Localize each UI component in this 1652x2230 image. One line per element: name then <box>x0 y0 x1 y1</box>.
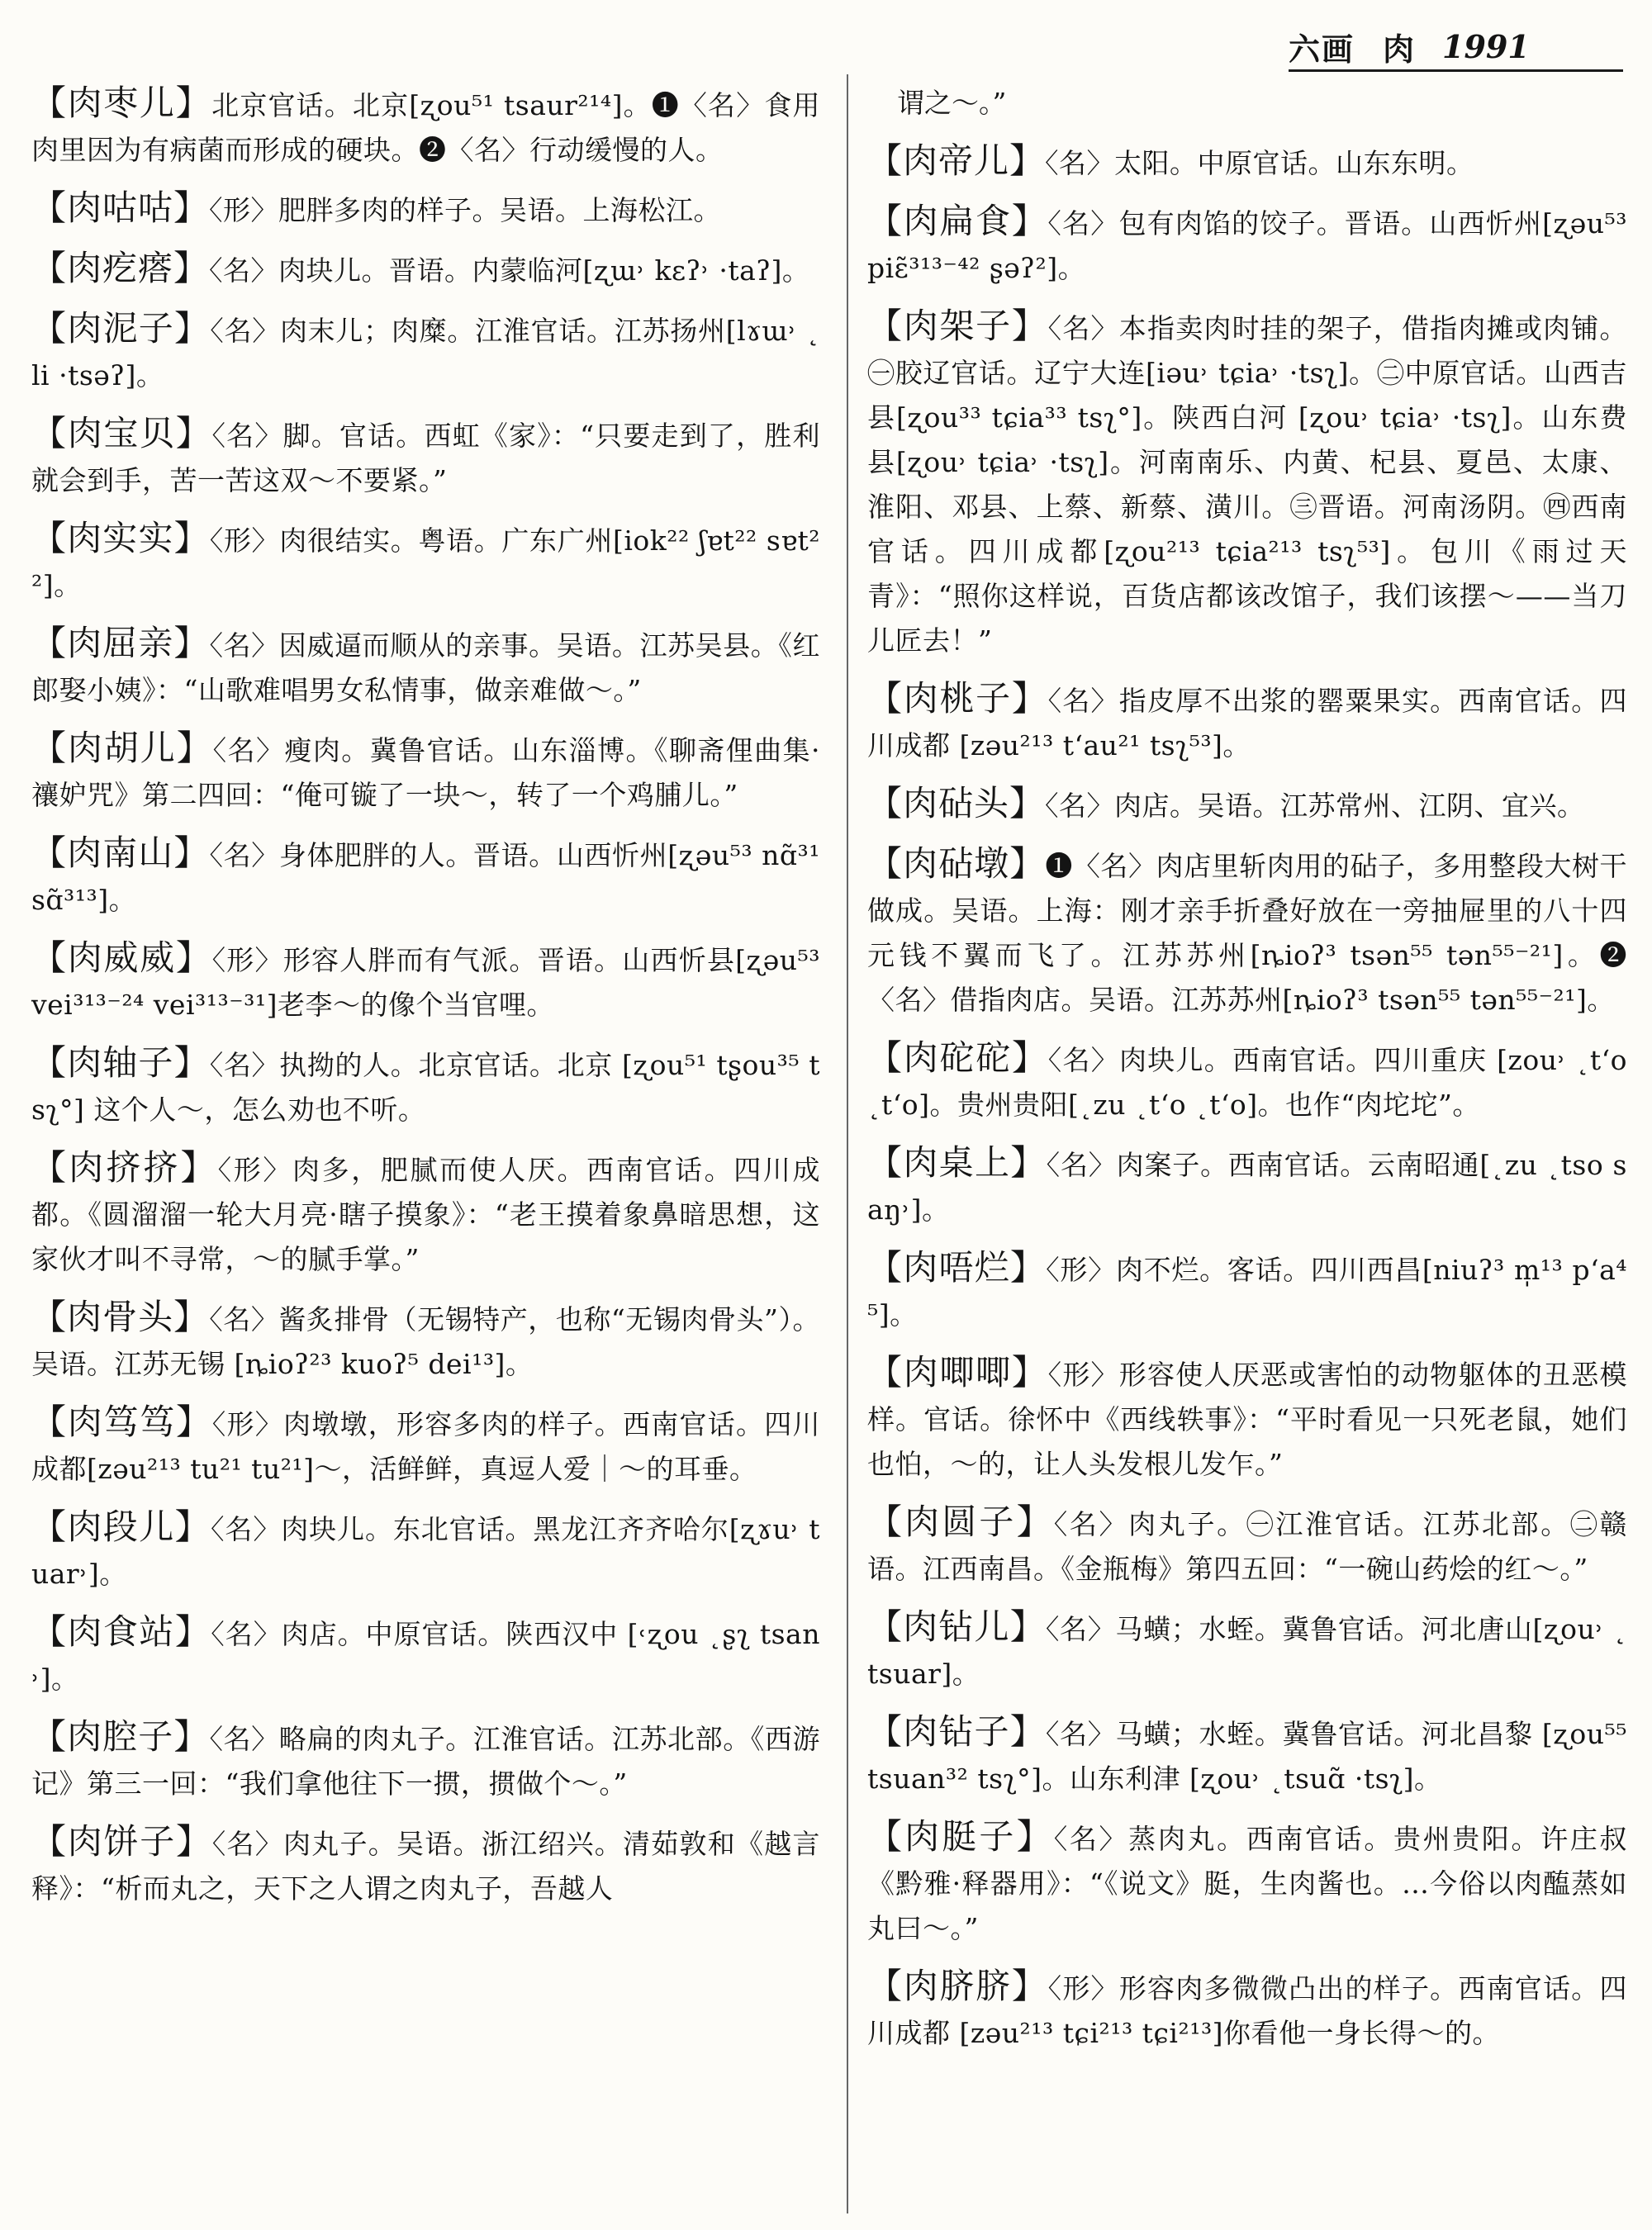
entry-headword: 【肉砧墩】 <box>867 843 1046 884</box>
entry-definition: 〈名〉肉丸子。吴语。浙江绍兴。清茹敦和《越言释》：“析而丸之，天下之人谓之肉丸子，吾越人 <box>31 1828 820 1905</box>
entry-definition: 〈名〉马蟥；水蛭。冀鲁官话。河北唐山[ʐou˒ ˛tsuar]。 <box>867 1613 1627 1690</box>
dictionary-entry <box>867 199 1627 291</box>
dictionary-entry <box>867 1141 1627 1232</box>
column-divider <box>847 74 848 2213</box>
entry-headword: 【肉轴子】 <box>31 1042 210 1083</box>
continued-text: 谓之～。” <box>897 87 1007 119</box>
entry-definition: 〈形〉肉不烂。客话。四川西昌[niuʔ³ m̩¹³ pʻa⁴⁵]。 <box>867 1254 1627 1331</box>
dictionary-entry <box>31 1715 820 1806</box>
dictionary-entry <box>867 1500 1627 1592</box>
entry-headword: 【肉饼子】 <box>31 1821 212 1862</box>
entry-headword: 【肉南山】 <box>31 833 210 873</box>
dictionary-entry <box>867 1815 1627 1951</box>
dictionary-entry <box>867 842 1627 1022</box>
entry-headword: 【肉威威】 <box>31 937 212 978</box>
entry-headword: 【肉圆子】 <box>867 1502 1054 1542</box>
entry-definition: ❶〈名〉肉店里斩肉用的砧子，多用整段大树干做成。吴语。上海：刚才亲手折叠好放在一旁抽屉里的八十四元钱不翼而飞了。江苏苏州[ȵioʔ³ tsən⁵⁵ tən⁵⁵⁻²¹]。❷〈名〉借指肉店。吴语。江苏苏州[ȵioʔ³ tsən⁵⁵ tən⁵⁵⁻²¹]。 <box>867 850 1627 1016</box>
entry-definition: 〈形〉肉很结实。粤语。广东广州[iok²² ʃɐt²² sɐt²²]。 <box>31 524 820 601</box>
entry-headword: 【肉笃笃】 <box>31 1402 212 1442</box>
entry-definition: 〈名〉蒸肉丸。西南官话。贵州贵阳。许庄叔《黔雅·释器用》：“《说文》脡，生肉酱也。…今俗以肉醢蒸如丸曰～。” <box>867 1823 1627 1944</box>
entry-definition: 〈名〉包有肉馅的饺子。晋语。山西忻州[ʐəu⁵³ piɛ̃³¹³⁻⁴² ʂəʔ²]。 <box>867 207 1627 284</box>
dictionary-entry <box>867 304 1627 663</box>
entry-headword: 【肉钻子】 <box>867 1711 1046 1752</box>
entry-headword: 【肉桌上】 <box>867 1142 1047 1183</box>
entry-headword: 【肉胡儿】 <box>31 728 213 768</box>
page-header <box>1289 21 1635 71</box>
dictionary-entry <box>31 936 820 1027</box>
entry-definition: 〈名〉太阳。中原官话。山东东明。 <box>1045 147 1474 179</box>
right-column-entries <box>867 139 1627 2056</box>
entry-headword: 【肉实实】 <box>31 518 210 558</box>
entry-definition: 〈形〉肥胖多肉的样子。吴语。上海松江。 <box>209 194 722 226</box>
entry-headword: 【肉架子】 <box>867 306 1048 346</box>
entry-definition: 〈名〉肉末儿；肉糜。江淮官话。江苏扬州[lɤɯ˒ ˛li ·tsəʔ]。 <box>31 315 820 391</box>
entry-definition: 〈名〉瘦肉。冀鲁官话。山东淄博。《聊斋俚曲集·禳妒咒》第二四回：“俺可镟了一块～，转了一个鸡脯儿。” <box>31 734 820 811</box>
dictionary-entry <box>867 781 1627 828</box>
entry-headword: 【肉泥子】 <box>31 308 211 349</box>
entry-headword: 【肉钻儿】 <box>867 1606 1046 1647</box>
entry-headword: 【肉砧头】 <box>867 783 1046 823</box>
dictionary-entry <box>867 676 1627 768</box>
entry-headword: 【肉宝贝】 <box>31 413 212 453</box>
dictionary-entry <box>31 81 820 173</box>
entry-definition: 〈名〉肉块儿。西南官话。四川重庆 [zou˒ ˛tʻo ˛tʻo]。贵州贵阳[˛zu ˛tʻo ˛tʻo]。也作“肉坨坨”。 <box>867 1044 1627 1121</box>
dictionary-entry <box>31 306 820 398</box>
dictionary-entry <box>31 1505 820 1597</box>
entry-definition: 〈名〉肉块儿。东北官话。黑龙江齐齐哈尔[ʐɤu˒ tuar˒]。 <box>31 1513 820 1590</box>
entry-definition: 〈名〉脚。官话。西虹《家》：“只要走到了，胜利就会到手，苦一苦这双～不要紧。” <box>31 420 820 496</box>
entry-headword: 【肉腔子】 <box>31 1716 210 1757</box>
dictionary-entry <box>31 726 820 818</box>
dictionary-entry <box>31 1820 820 1911</box>
entry-definition: 〈名〉肉丸子。㊀江淮官话。江苏北部。㊁赣语。江西南昌。《金瓶梅》第四五回：“一碗山药烩的红～。” <box>867 1508 1627 1585</box>
dictionary-entry <box>31 1146 820 1282</box>
entry-headword: 【肉挤挤】 <box>31 1147 218 1188</box>
entry-headword: 【肉帝儿】 <box>867 140 1046 181</box>
dictionary-entry <box>31 831 820 923</box>
entry-headword: 【肉段儿】 <box>31 1506 211 1547</box>
section-label: 六画 <box>1289 30 1355 68</box>
dictionary-entry <box>31 1041 820 1132</box>
entry-headword: 【肉枣儿】 <box>31 83 212 123</box>
entry-definition: 北京官话。北京[ʐou⁵¹ tsaur²¹⁴]。❶〈名〉食用肉里因为有病菌而形成的硬块。❷〈名〉行动缓慢的人。 <box>31 89 820 166</box>
entry-headword: 【肉疙瘩】 <box>31 248 210 288</box>
header-rule <box>1289 69 1623 72</box>
entry-definition: 〈名〉执拗的人。北京官话。北京 [ʐou⁵¹ tʂou³⁵ tsʅ°] 这个人～，怎么劝也不听。 <box>31 1049 820 1126</box>
entry-headword: 【肉桃子】 <box>867 678 1048 719</box>
dictionary-entry <box>31 621 820 713</box>
entry-headword: 【肉砣砣】 <box>867 1037 1048 1078</box>
right-column <box>867 81 1627 2069</box>
entry-definition: 〈名〉马蟥；水蛭。冀鲁官话。河北昌黎 [ʐou⁵⁵ tsuan³² tsʅ°]。山东利津 [ʐou˒ ˛tsuɑ̃ ·tsʅ]。 <box>867 1718 1627 1795</box>
entry-headword: 【肉扁食】 <box>867 201 1048 241</box>
entry-definition: 〈名〉酱炙排骨（无锡特产，也称“无锡肉骨头”）。吴语。江苏无锡 [ȵioʔ²³ kuoʔ⁵ dei¹³]。 <box>31 1303 820 1380</box>
entry-headword: 【肉骨头】 <box>31 1297 210 1337</box>
entry-definition: 〈形〉肉多，肥腻而使人厌。西南官话。四川成都。《圆溜溜一轮大月亮·瞎子摸象》：“老王摸着象鼻暗思想，这家伙才叫不寻常，～的腻手掌。” <box>31 1154 820 1275</box>
entry-headword: 【肉屈亲】 <box>31 623 210 663</box>
dictionary-entry <box>867 1710 1627 1801</box>
entry-definition: 〈形〉形容肉多微微凸出的样子。西南官话。四川成都 [zəu²¹³ tɕi²¹³ tɕi²¹³]你看他一身长得～的。 <box>867 1972 1627 2049</box>
dictionary-entry <box>31 411 820 503</box>
entry-definition: 〈名〉本指卖肉时挂的架子，借指肉摊或肉铺。㊀胶辽官话。辽宁大连[iəu˒ tɕia˒ ·tsʅ]。㊁中原官话。山西吉县[ʐou³³ tɕia³³ tsʅ°]。陕西白河 [ʐou˒ tɕia˒ ·tsʅ]。山东费县[ʐou˒ tɕia˒ ·tsʅ]。河南南乐、内黄、杞县、夏邑、太康、淮阳、邓县、上蔡、新蔡、潢川。㊂晋语。河南汤阴。㊃西南官话。四川成都[ʐou²¹³ tɕia²¹³ tsʅ⁵³]。包川《雨过天青》：“照你这样说，百货店都该改馆子，我们该摆～——当刀儿匠去！” <box>867 312 1627 657</box>
entry-definition: 〈名〉肉店。中原官话。陕西汉中 [˓ʐou ˛ʂʅ tsan˒]。 <box>31 1618 820 1695</box>
page-number: 1991 <box>1442 27 1530 65</box>
entry-definition: 〈名〉肉案子。西南官话。云南昭通[˛zu ˛tso saŋ˒]。 <box>867 1149 1627 1226</box>
dictionary-entry <box>31 1610 820 1701</box>
entry-definition: 〈名〉肉块儿。晋语。内蒙临河[ʐɯ˒ kɛʔ˒ ·taʔ]。 <box>209 254 810 287</box>
entry-definition: 〈名〉略扁的肉丸子。江淮官话。江苏北部。《西游记》第三一回：“我们拿他往下一掼，掼做个～。” <box>31 1723 820 1800</box>
dictionary-entry <box>867 1605 1627 1696</box>
entry-headword: 【肉脐脐】 <box>867 1966 1048 2006</box>
dictionary-entry <box>31 246 820 293</box>
dictionary-entry <box>31 1400 820 1492</box>
dictionary-entry <box>867 1350 1627 1487</box>
entry-definition: 〈名〉指皮厚不出浆的罂粟果实。西南官话。四川成都 [zəu²¹³ tʻau²¹ tsʅ⁵³]。 <box>867 685 1627 762</box>
entry-headword: 【肉咕咕】 <box>31 187 210 228</box>
entry-headword: 【肉食站】 <box>31 1611 211 1652</box>
dictionary-entry <box>867 139 1627 186</box>
dictionary-entry <box>31 1295 820 1387</box>
entry-definition: 〈形〉肉墩墩，形容多肉的样子。西南官话。四川成都[zəu²¹³ tu²¹ tu²¹]～，活鲜鲜，真逗人爱｜～的耳垂。 <box>31 1408 820 1485</box>
entry-headword: 【肉脡子】 <box>867 1816 1054 1857</box>
dictionary-entry <box>867 1036 1627 1127</box>
entry-headword: 【肉唔烂】 <box>867 1247 1047 1288</box>
entry-definition: 〈名〉身体肥胖的人。晋语。山西忻州[ʐəu⁵³ nɑ̃³¹ sɑ̃³¹³]。 <box>31 839 820 916</box>
radical-label: 肉 <box>1383 30 1415 68</box>
entry-definition: 〈名〉因威逼而顺从的亲事。吴语。江苏吴县。《红郎娶小姨》：“山歌难唱男女私情事，做亲难做～。” <box>31 629 820 706</box>
entry-definition: 〈形〉形容使人厌恶或害怕的动物躯体的丑恶模样。官话。徐怀中《西线轶事》：“平时看见一只死老鼠，她们也怕，～的，让人头发根儿发乍。” <box>867 1359 1627 1480</box>
dictionary-entry <box>31 186 820 233</box>
left-column <box>31 81 820 1924</box>
dictionary-entry <box>31 516 820 608</box>
dictionary-entry <box>867 1245 1627 1337</box>
dictionary-entry <box>867 1964 1627 2056</box>
entry-definition: 〈形〉形容人胖而有气派。晋语。山西忻县[ʐəu⁵³ vei³¹³⁻²⁴ vei³¹³⁻³¹]老李～的像个当官哩。 <box>31 944 820 1021</box>
entry-definition: 〈名〉肉店。吴语。江苏常州、江阴、宜兴。 <box>1045 790 1585 822</box>
entry-headword: 【肉唧唧】 <box>867 1352 1048 1393</box>
